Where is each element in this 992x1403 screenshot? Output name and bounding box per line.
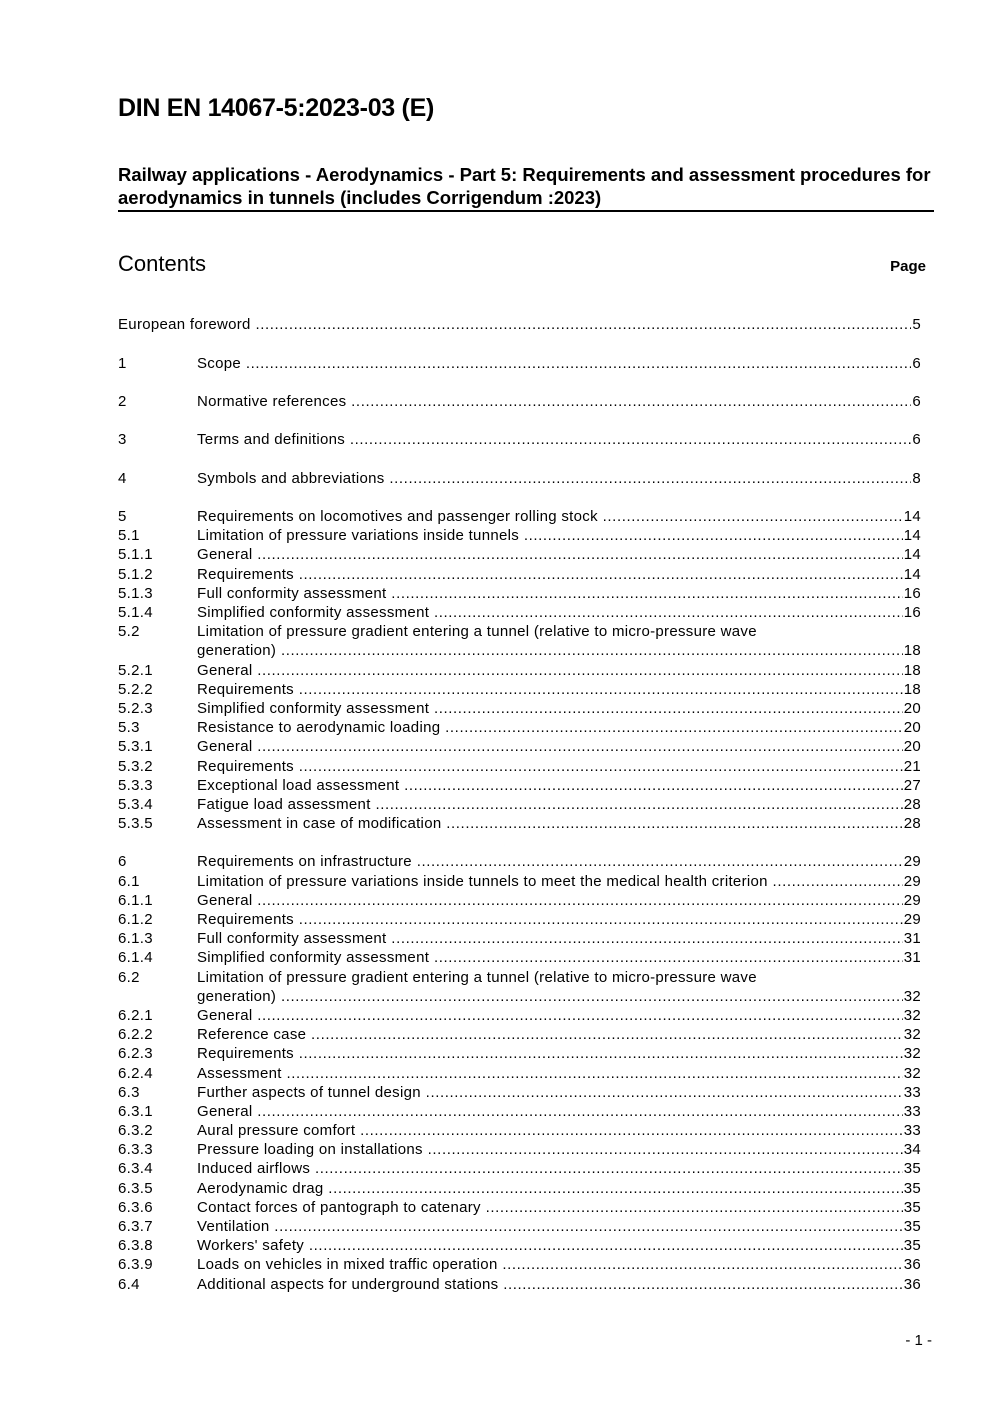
- toc-entry-number: 6.2.3: [118, 1045, 153, 1063]
- toc-entry-continuation[interactable]: [118, 641, 921, 660]
- toc-group: [118, 852, 921, 1293]
- toc-entry[interactable]: [118, 795, 921, 814]
- toc-entry-title: Pressure loading on installations .....: [197, 1140, 903, 1159]
- toc-entry-number: 5.3.2: [118, 757, 153, 775]
- toc-entry[interactable]: [118, 1044, 921, 1063]
- toc-entry-page: 29: [903, 853, 921, 871]
- toc-entry-page: 16: [903, 584, 921, 602]
- toc-entry-number: 6.3.4: [118, 1160, 153, 1178]
- toc-entry-page: 35: [903, 1198, 921, 1216]
- toc-entry-page: 32: [903, 1026, 921, 1044]
- toc-entry-title-continued: generation) .....: [197, 641, 903, 660]
- page-column-label: Page: [890, 258, 926, 275]
- toc-entry-title: Resistance to aerodynamic loading .....: [197, 718, 903, 737]
- toc-entry[interactable]: [118, 757, 921, 776]
- toc-entry-title: Assessment .....: [197, 1064, 903, 1083]
- toc-entry-page: 20: [903, 719, 921, 737]
- toc-entry-number: 5.2: [118, 623, 140, 641]
- toc-entry-title: Requirements .....: [197, 910, 903, 929]
- toc-entry-number: 5.2.3: [118, 699, 153, 717]
- toc-entry-page: 32: [903, 987, 921, 1005]
- toc-entry-number: 6.1.3: [118, 930, 153, 948]
- toc-entry-number: 6.1.4: [118, 949, 153, 967]
- toc-entry-title: General .....: [197, 1006, 903, 1025]
- toc-entry-number: 6.3.8: [118, 1237, 153, 1255]
- toc-entry-page: 6: [912, 392, 921, 410]
- toc-entry-title: Exceptional load assessment .....: [197, 776, 903, 795]
- toc-entry-title: Additional aspects for underground stations .....: [197, 1275, 903, 1294]
- toc-entry-number: 6.3.9: [118, 1256, 153, 1274]
- toc-entry-number: 5: [118, 508, 127, 526]
- toc-group: [118, 315, 921, 334]
- toc-entry-title: Workers' safety .....: [197, 1236, 903, 1255]
- toc-entry-title: European foreword .....: [118, 315, 911, 334]
- toc-entry-number: 5.3.3: [118, 776, 153, 794]
- toc-entry-title-continued: generation) .....: [197, 987, 903, 1006]
- toc-entry-title: Limitation of pressure gradient entering a tunnel (relative to micro-pressure wave: [197, 968, 757, 986]
- toc-entry[interactable]: [118, 661, 921, 680]
- toc-entry-page: 14: [903, 508, 921, 526]
- toc-entry-number: 6.3.1: [118, 1102, 153, 1120]
- toc-entry-number: 5.3.5: [118, 815, 153, 833]
- contents-heading: Contents: [118, 251, 207, 276]
- toc-entry-page: 36: [903, 1256, 921, 1274]
- toc-entry-number: 5.3: [118, 719, 140, 737]
- toc-entry[interactable]: [118, 1236, 921, 1255]
- toc-entry-title: Full conformity assessment .....: [197, 584, 903, 603]
- toc-entry-title: Further aspects of tunnel design .....: [197, 1083, 903, 1102]
- toc-entry-number: 6.4: [118, 1275, 140, 1293]
- toc-entry-number: 6.1: [118, 872, 140, 890]
- toc-entry-page: 18: [903, 661, 921, 679]
- toc-entry-number: 6.1.2: [118, 911, 153, 928]
- toc-entry[interactable]: [118, 315, 921, 334]
- toc-entry-page: 5: [912, 316, 921, 334]
- toc-entry-page: 33: [903, 1102, 921, 1120]
- toc-entry-page: 21: [903, 757, 921, 775]
- toc-entry-number-spacer: [118, 987, 197, 1006]
- toc-entry-number: 6.3.3: [118, 1141, 153, 1159]
- toc-entry[interactable]: [118, 430, 921, 449]
- toc-entry[interactable]: [118, 1159, 921, 1178]
- toc-entry-title: Normative references .....: [197, 392, 911, 411]
- toc-entry-title: General .....: [197, 737, 903, 756]
- toc-entry[interactable]: [118, 872, 921, 891]
- toc-entry-page: 28: [903, 795, 921, 813]
- toc-entry-page: 35: [903, 1160, 921, 1178]
- toc-entry[interactable]: [118, 1006, 921, 1025]
- toc-entry[interactable]: [118, 737, 921, 756]
- toc-group: [118, 392, 921, 411]
- toc-entry[interactable]: [118, 622, 921, 641]
- toc-entry-number: 5.1.2: [118, 565, 153, 583]
- toc-entry[interactable]: [118, 603, 921, 622]
- toc-entry-continuation[interactable]: [118, 987, 921, 1006]
- toc-entry-title: Requirements .....: [197, 680, 903, 699]
- toc-entry[interactable]: [118, 1083, 921, 1102]
- toc-entry-title: Limitation of pressure variations inside tunnels to meet the medical health criterion .....: [197, 872, 903, 891]
- toc-entry-title: Reference case .....: [197, 1025, 903, 1044]
- toc-entry-title: Requirements on infrastructure .....: [197, 852, 903, 871]
- document-subtitle: Railway applications - Aerodynamics - Part 5: Requirements and assessment procedures for aerodynamics in tunnels (includes Corrigendum :2023): [118, 163, 934, 212]
- toc-entry-title: General .....: [197, 1102, 903, 1121]
- toc-entry-number: 6: [118, 853, 127, 871]
- toc-entry-number: 5.2.1: [118, 661, 153, 679]
- toc-entry-title: Ventilation .....: [197, 1217, 903, 1236]
- toc-entry-page: 28: [903, 815, 921, 833]
- document-id: DIN EN 14067-5:2023-03 (E): [118, 94, 434, 122]
- toc-entry-title: General .....: [197, 891, 903, 910]
- toc-entry-number: 5.3.4: [118, 795, 153, 813]
- toc-entry[interactable]: [118, 1102, 921, 1121]
- toc-entry-title: General .....: [197, 545, 903, 564]
- toc-entry-page: 6: [912, 431, 921, 449]
- toc-entry-title: Simplified conformity assessment .....: [197, 948, 903, 967]
- toc-entry-page: 36: [903, 1275, 921, 1293]
- toc-entry-number: 5.1: [118, 527, 140, 545]
- toc-entry-number: 4: [118, 469, 127, 487]
- toc-entry[interactable]: [118, 1198, 921, 1217]
- toc-entry-number: 6.2.2: [118, 1026, 153, 1044]
- toc-entry-title: Aerodynamic drag .....: [197, 1179, 903, 1198]
- toc-entry-page: 16: [903, 604, 921, 621]
- toc-entry-page: 8: [912, 469, 921, 487]
- toc-entry[interactable]: [118, 1025, 921, 1044]
- toc-entry[interactable]: [118, 1140, 921, 1159]
- toc-group: [118, 354, 921, 373]
- toc-entry-page: 27: [903, 776, 921, 794]
- toc-entry-number: 6.3: [118, 1083, 140, 1101]
- toc-entry-number: 6.3.7: [118, 1218, 153, 1235]
- toc-entry-number: 2: [118, 392, 127, 410]
- toc-entry-page: 31: [903, 930, 921, 948]
- toc-entry-number: 5.3.1: [118, 738, 153, 756]
- toc-entry-page: 20: [903, 699, 921, 717]
- toc-entry-title: Assessment in case of modification .....: [197, 814, 903, 833]
- toc-entry-number: 6.3.2: [118, 1122, 153, 1140]
- toc-entry-page: 35: [903, 1179, 921, 1197]
- toc-entry-title: Requirements on locomotives and passenger rolling stock .....: [197, 507, 903, 526]
- toc-entry-page: 29: [903, 891, 921, 909]
- toc-entry-title: Aural pressure comfort .....: [197, 1121, 903, 1140]
- toc-entry-page: 14: [903, 527, 921, 545]
- toc-entry-title: Limitation of pressure gradient entering a tunnel (relative to micro-pressure wave: [197, 623, 757, 641]
- toc-entry-page: 18: [903, 680, 921, 698]
- toc-entry-page: 33: [903, 1083, 921, 1101]
- toc-entry[interactable]: [118, 1179, 921, 1198]
- toc-entry-title: General .....: [197, 661, 903, 680]
- toc-entry[interactable]: [118, 929, 921, 948]
- toc-entry-page: 33: [903, 1122, 921, 1140]
- toc-entry[interactable]: [118, 1121, 921, 1140]
- toc-entry-number: 6.2.4: [118, 1064, 153, 1082]
- toc-entry-page: 29: [903, 911, 921, 928]
- toc-entry[interactable]: [118, 776, 921, 795]
- toc-entry-page: 31: [903, 949, 921, 967]
- toc-entry[interactable]: [118, 680, 921, 699]
- toc-entry[interactable]: [118, 910, 921, 929]
- toc-entry-title: Induced airflows .....: [197, 1159, 903, 1178]
- toc-entry-title: Terms and definitions .....: [197, 430, 911, 449]
- toc-entry[interactable]: [118, 469, 921, 488]
- toc-entry[interactable]: [118, 891, 921, 910]
- toc-group: [118, 430, 921, 449]
- toc-entry-title: Full conformity assessment .....: [197, 929, 903, 948]
- toc-entry-title: Contact forces of pantograph to catenary .....: [197, 1198, 903, 1217]
- toc-entry-title: Requirements .....: [197, 1044, 903, 1063]
- toc-entry-title: Limitation of pressure variations inside tunnels .....: [197, 526, 903, 545]
- toc-entry[interactable]: [118, 1275, 921, 1294]
- toc-entry-title: Symbols and abbreviations .....: [197, 469, 911, 488]
- toc-entry-number: 6.3.5: [118, 1179, 153, 1197]
- toc-entry-page: 32: [903, 1045, 921, 1063]
- toc-entry-page: 14: [903, 565, 921, 583]
- toc-entry[interactable]: [118, 1255, 921, 1274]
- toc-entry[interactable]: [118, 354, 921, 373]
- toc-entry[interactable]: [118, 584, 921, 603]
- toc-entry-number: 3: [118, 431, 127, 449]
- toc-entry-page: 6: [912, 354, 921, 372]
- toc-entry-title: Scope .....: [197, 354, 911, 373]
- toc-entry[interactable]: [118, 718, 921, 737]
- toc-entry-page: 29: [903, 872, 921, 890]
- toc-entry[interactable]: [118, 1064, 921, 1083]
- toc-entry-page: 35: [903, 1237, 921, 1255]
- toc-entry-page: 32: [903, 1064, 921, 1082]
- toc-entry-title: Simplified conformity assessment .....: [197, 699, 903, 718]
- toc-entry-title: Requirements .....: [197, 565, 903, 584]
- toc-entry-page: 14: [903, 546, 921, 564]
- toc-entry[interactable]: [118, 852, 921, 871]
- toc-entry-page: 32: [903, 1006, 921, 1024]
- toc-group: [118, 507, 921, 833]
- toc-entry-page: 20: [903, 738, 921, 756]
- toc-entry[interactable]: [118, 392, 921, 411]
- toc-entry[interactable]: [118, 699, 921, 718]
- toc-entry-number: 5.2.2: [118, 680, 153, 698]
- toc-entry[interactable]: [118, 565, 921, 584]
- toc-entry[interactable]: [118, 814, 921, 833]
- toc-entry[interactable]: [118, 948, 921, 967]
- table-of-contents: [118, 296, 921, 1294]
- toc-entry-title: Loads on vehicles in mixed traffic operation .....: [197, 1255, 903, 1274]
- toc-entry-title: Fatigue load assessment .....: [197, 795, 903, 814]
- toc-entry-title: Simplified conformity assessment .....: [197, 603, 903, 622]
- toc-entry-number: 6.3.6: [118, 1198, 153, 1216]
- toc-entry[interactable]: [118, 1217, 921, 1236]
- page-number: - 1 -: [905, 1332, 932, 1349]
- toc-group: [118, 469, 921, 488]
- toc-entry[interactable]: [118, 545, 921, 564]
- toc-entry-number-spacer: [118, 641, 197, 660]
- toc-entry-number: 5.1.1: [118, 546, 153, 564]
- toc-entry-page: 34: [903, 1141, 921, 1159]
- toc-entry-number: 1: [118, 354, 127, 372]
- toc-entry-number: 5.1.4: [118, 604, 153, 621]
- toc-entry-number: 6.2: [118, 968, 140, 986]
- toc-entry-number: 5.1.3: [118, 584, 153, 602]
- toc-entry-number: 6.2.1: [118, 1006, 153, 1024]
- toc-entry-number: 6.1.1: [118, 891, 153, 909]
- toc-entry-page: 35: [903, 1218, 921, 1235]
- toc-entry[interactable]: [118, 526, 921, 545]
- toc-entry[interactable]: [118, 507, 921, 526]
- toc-entry-title: Requirements .....: [197, 757, 903, 776]
- toc-entry-page: 18: [903, 642, 921, 660]
- toc-entry[interactable]: [118, 968, 921, 987]
